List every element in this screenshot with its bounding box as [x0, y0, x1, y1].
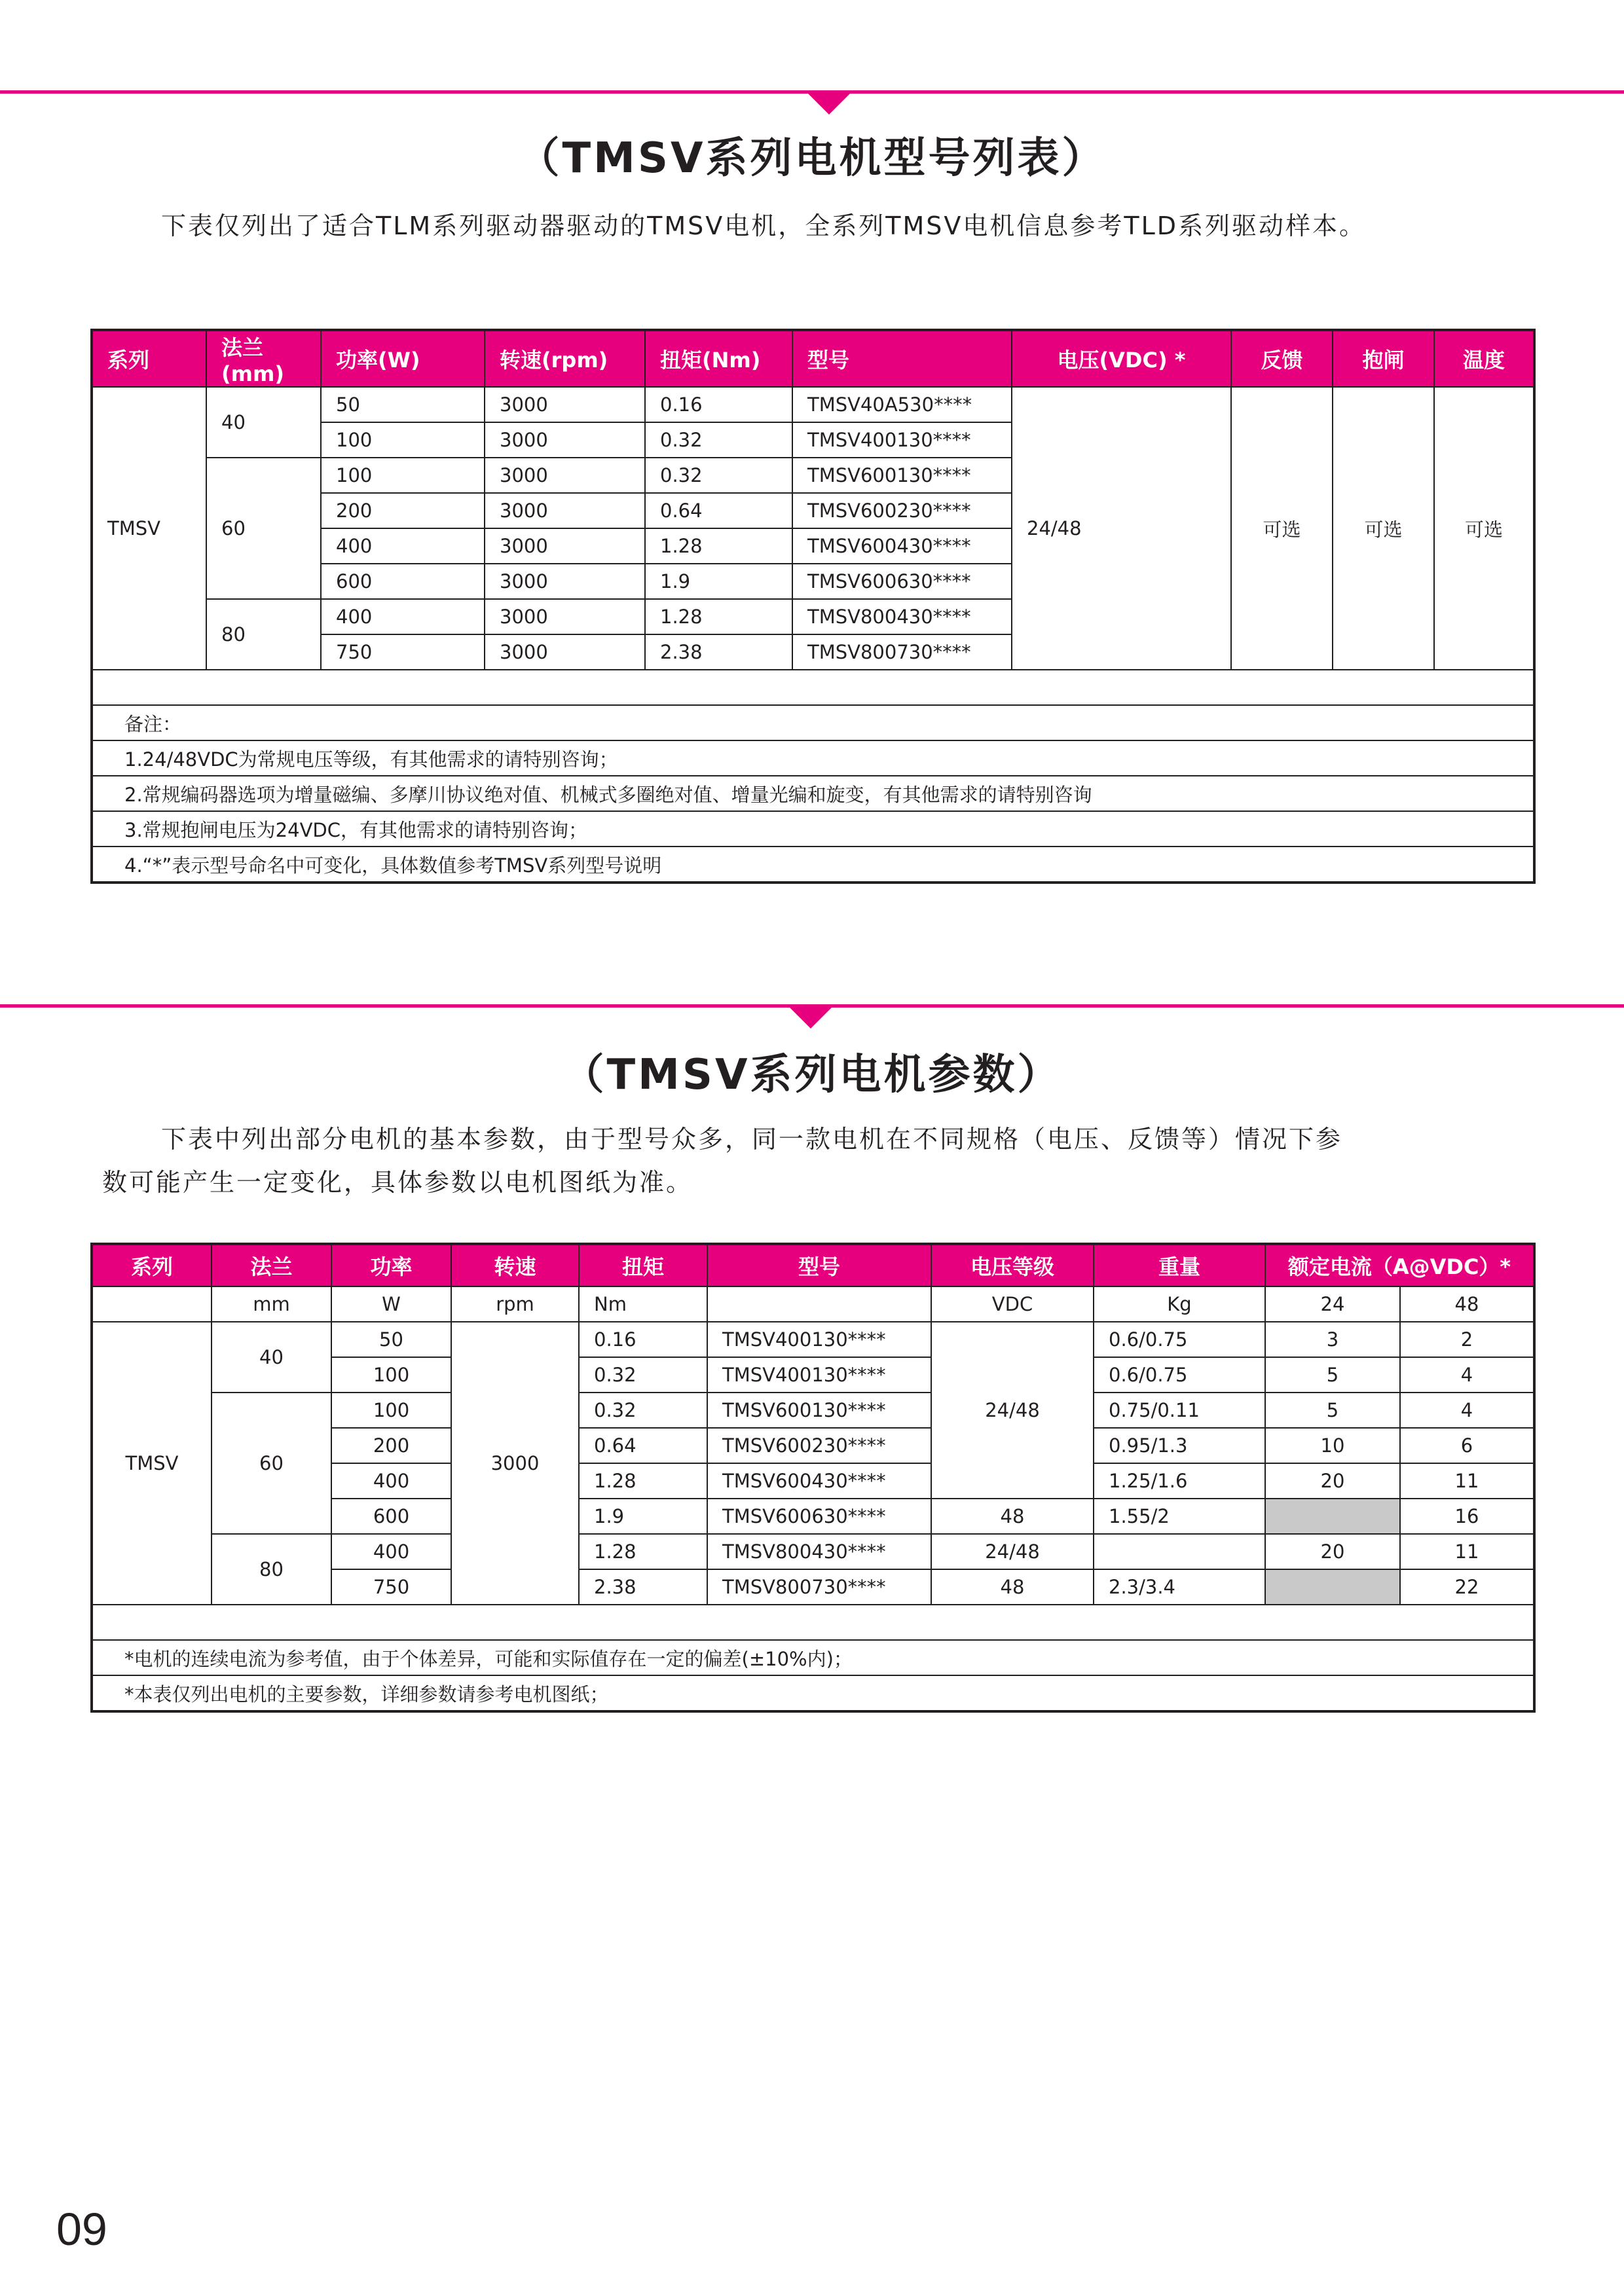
current-24-cell: 10	[1265, 1428, 1400, 1463]
model-list-table	[90, 329, 1536, 884]
note-row	[92, 811, 1534, 847]
model-cell: TMSV600630****	[707, 1499, 931, 1534]
voltage-level-cell: 24/48	[931, 1322, 1094, 1499]
table-row	[92, 387, 1534, 422]
page-number: 09	[56, 2204, 107, 2255]
note-row	[92, 776, 1534, 811]
model-cell: TMSV600130****	[792, 458, 1012, 493]
current-24-cell: 5	[1265, 1393, 1400, 1428]
current-48-cell: 2	[1400, 1322, 1534, 1357]
power-cell: 200	[321, 493, 485, 528]
col-header-flange: 法兰(mm)	[206, 330, 321, 387]
speed-cell: 3000	[485, 458, 645, 493]
torque-cell: 1.9	[645, 564, 792, 599]
model-cell: TMSV600430****	[792, 528, 1012, 564]
note-row	[92, 1640, 1534, 1675]
torque-cell: 0.32	[645, 422, 792, 458]
model-cell: TMSV800730****	[792, 634, 1012, 670]
flange-cell: 60	[206, 458, 321, 599]
current-48-cell: 16	[1400, 1499, 1534, 1534]
col-header-series: 系列	[92, 330, 206, 387]
torque-cell: 0.16	[579, 1322, 707, 1357]
model-cell: TMSV600230****	[707, 1428, 931, 1463]
power-cell: 100	[321, 458, 485, 493]
col-header-speed: 转速	[451, 1244, 579, 1286]
unit-cell: mm	[212, 1286, 331, 1322]
col-header-flange: 法兰	[212, 1244, 331, 1286]
section2-intro-line2: 数可能产生一定变化，具体参数以电机图纸为准。	[102, 1168, 693, 1197]
unit-cell: rpm	[451, 1286, 579, 1322]
col-header-temperature: 温度	[1434, 330, 1534, 387]
note-row	[92, 1675, 1534, 1711]
section1-title: （TMSV系列电机型号列表）	[517, 134, 1107, 183]
col-header-model: 型号	[792, 330, 1012, 387]
current-24-cell: 3	[1265, 1322, 1400, 1357]
speed-cell: 3000	[485, 564, 645, 599]
weight-cell: 0.95/1.3	[1094, 1428, 1265, 1463]
torque-cell: 0.16	[645, 387, 792, 422]
power-cell: 50	[321, 387, 485, 422]
unit-cell: W	[331, 1286, 451, 1322]
power-cell: 400	[331, 1463, 451, 1499]
weight-cell: 1.25/1.6	[1094, 1463, 1265, 1499]
power-cell: 100	[321, 422, 485, 458]
torque-cell: 1.28	[645, 599, 792, 634]
torque-cell: 1.28	[645, 528, 792, 564]
model-cell: TMSV600630****	[792, 564, 1012, 599]
power-cell: 400	[321, 599, 485, 634]
col-header-model: 型号	[707, 1244, 931, 1286]
power-cell: 600	[331, 1499, 451, 1534]
flange-cell: 40	[212, 1322, 331, 1393]
torque-cell: 0.64	[645, 493, 792, 528]
speed-cell: 3000	[485, 634, 645, 670]
model-cell: TMSV600430****	[707, 1463, 931, 1499]
unit-cell: 48	[1400, 1286, 1534, 1322]
note-row	[92, 847, 1534, 883]
note-text: *电机的连续电流为参考值，由于个体差异，可能和实际值存在一定的偏差(±10%内)；	[92, 1640, 1534, 1675]
current-24-cell-empty	[1265, 1569, 1400, 1605]
speed-cell: 3000	[485, 599, 645, 634]
units-row	[92, 1286, 1534, 1322]
current-48-cell: 22	[1400, 1569, 1534, 1605]
brake-cell: 可选	[1333, 387, 1434, 670]
current-48-cell: 4	[1400, 1357, 1534, 1393]
flange-cell: 60	[212, 1393, 331, 1534]
table-row	[92, 1534, 1534, 1569]
section1-intro: 下表仅列出了适合TLM系列驱动器驱动的TMSV电机，全系列TMSV电机信息参考TLD系列驱动样本。	[161, 211, 1367, 240]
unit-cell	[707, 1286, 931, 1322]
table-row	[92, 1393, 1534, 1428]
current-48-cell: 11	[1400, 1463, 1534, 1499]
speed-cell: 3000	[485, 528, 645, 564]
model-cell: TMSV600230****	[792, 493, 1012, 528]
model-cell: TMSV800430****	[707, 1534, 931, 1569]
col-header-voltage: 电压(VDC) *	[1012, 330, 1231, 387]
torque-cell: 0.32	[645, 458, 792, 493]
torque-cell: 0.32	[579, 1357, 707, 1393]
note-heading: 备注：	[92, 705, 1534, 740]
model-cell: TMSV400130****	[792, 422, 1012, 458]
power-cell: 400	[331, 1534, 451, 1569]
speed-cell: 3000	[451, 1322, 579, 1605]
weight-cell: 0.6/0.75	[1094, 1322, 1265, 1357]
current-48-cell: 6	[1400, 1428, 1534, 1463]
model-cell: TMSV800730****	[707, 1569, 931, 1605]
model-cell: TMSV400130****	[707, 1357, 931, 1393]
model-cell: TMSV600130****	[707, 1393, 931, 1428]
series-cell: TMSV	[92, 1322, 212, 1605]
current-24-cell-empty	[1265, 1499, 1400, 1534]
power-cell: 100	[331, 1393, 451, 1428]
col-header-brake: 抱闸	[1333, 330, 1434, 387]
power-cell: 400	[321, 528, 485, 564]
section2-title: （TMSV系列电机参数）	[562, 1051, 1062, 1099]
torque-cell: 1.28	[579, 1534, 707, 1569]
power-cell: 750	[321, 634, 485, 670]
power-cell: 750	[331, 1569, 451, 1605]
current-24-cell: 20	[1265, 1463, 1400, 1499]
power-cell: 50	[331, 1322, 451, 1357]
torque-cell: 1.28	[579, 1463, 707, 1499]
current-24-cell: 5	[1265, 1357, 1400, 1393]
unit-cell: VDC	[931, 1286, 1094, 1322]
col-header-power: 功率(W)	[321, 330, 485, 387]
spacer-cell	[92, 670, 1534, 705]
flange-cell: 80	[212, 1534, 331, 1605]
motor-parameters-table	[90, 1243, 1536, 1713]
note-row	[92, 705, 1534, 740]
feedback-cell: 可选	[1231, 387, 1333, 670]
col-header-power: 功率	[331, 1244, 451, 1286]
torque-cell: 1.9	[579, 1499, 707, 1534]
model-cell: TMSV40A530****	[792, 387, 1012, 422]
spacer-cell	[92, 1605, 1534, 1640]
weight-cell: 2.3/3.4	[1094, 1569, 1265, 1605]
current-48-cell: 11	[1400, 1534, 1534, 1569]
col-header-rated-current: 额定电流（A@VDC）*	[1265, 1244, 1534, 1286]
flange-cell: 80	[206, 599, 321, 670]
col-header-torque: 扭矩	[579, 1244, 707, 1286]
speed-cell: 3000	[485, 387, 645, 422]
torque-cell: 2.38	[579, 1569, 707, 1605]
note-text: *本表仅列出电机的主要参数，详细参数请参考电机图纸；	[92, 1675, 1534, 1711]
col-header-voltage-level: 电压等级	[931, 1244, 1094, 1286]
power-cell: 600	[321, 564, 485, 599]
note-text: 1.24/48VDC为常规电压等级，有其他需求的请特别咨询；	[92, 740, 1534, 776]
unit-cell	[92, 1286, 212, 1322]
col-header-torque: 扭矩(Nm)	[645, 330, 792, 387]
current-48-cell: 4	[1400, 1393, 1534, 1428]
col-header-series: 系列	[92, 1244, 212, 1286]
section2-divider-arrow	[788, 1006, 833, 1029]
note-text: 3.常规抱闸电压为24VDC，有其他需求的请特别咨询；	[92, 811, 1534, 847]
section2-intro-line1: 下表中列出部分电机的基本参数，由于型号众多，同一款电机在不同规格（电压、反馈等）情况下参	[161, 1125, 1343, 1154]
col-header-weight: 重量	[1094, 1244, 1265, 1286]
col-header-speed: 转速(rpm)	[485, 330, 645, 387]
voltage-level-cell: 24/48	[931, 1534, 1094, 1569]
col-header-feedback: 反馈	[1231, 330, 1333, 387]
weight-cell: 0.75/0.11	[1094, 1393, 1265, 1428]
flange-cell: 40	[206, 387, 321, 458]
note-text: 2.常规编码器选项为增量磁编、多摩川协议绝对值、机械式多圈绝对值、增量光编和旋变，有其他需求的请特别咨询	[92, 776, 1534, 811]
voltage-level-cell: 48	[931, 1569, 1094, 1605]
table-spacer-row	[92, 1605, 1534, 1640]
temperature-cell: 可选	[1434, 387, 1534, 670]
torque-cell: 0.64	[579, 1428, 707, 1463]
torque-cell: 2.38	[645, 634, 792, 670]
unit-cell: Kg	[1094, 1286, 1265, 1322]
power-cell: 100	[331, 1357, 451, 1393]
voltage-cell: 24/48	[1012, 387, 1231, 670]
table-spacer-row	[92, 670, 1534, 705]
unit-cell: 24	[1265, 1286, 1400, 1322]
voltage-level-cell: 48	[931, 1499, 1094, 1534]
weight-cell: 0.6/0.75	[1094, 1357, 1265, 1393]
model-cell: TMSV400130****	[707, 1322, 931, 1357]
speed-cell: 3000	[485, 493, 645, 528]
table-row	[92, 1322, 1534, 1357]
section1-divider-arrow	[807, 92, 851, 115]
current-24-cell: 20	[1265, 1534, 1400, 1569]
table2-header-row	[92, 1244, 1534, 1286]
model-cell: TMSV800430****	[792, 599, 1012, 634]
table1-header-row	[92, 330, 1534, 387]
power-cell: 200	[331, 1428, 451, 1463]
weight-cell: 1.55/2	[1094, 1499, 1265, 1534]
torque-cell: 0.32	[579, 1393, 707, 1428]
note-row	[92, 740, 1534, 776]
speed-cell: 3000	[485, 422, 645, 458]
note-text: 4.“*”表示型号命名中可变化，具体数值参考TMSV系列型号说明	[92, 847, 1534, 883]
weight-cell	[1094, 1534, 1265, 1569]
unit-cell: Nm	[579, 1286, 707, 1322]
series-cell: TMSV	[92, 387, 206, 670]
